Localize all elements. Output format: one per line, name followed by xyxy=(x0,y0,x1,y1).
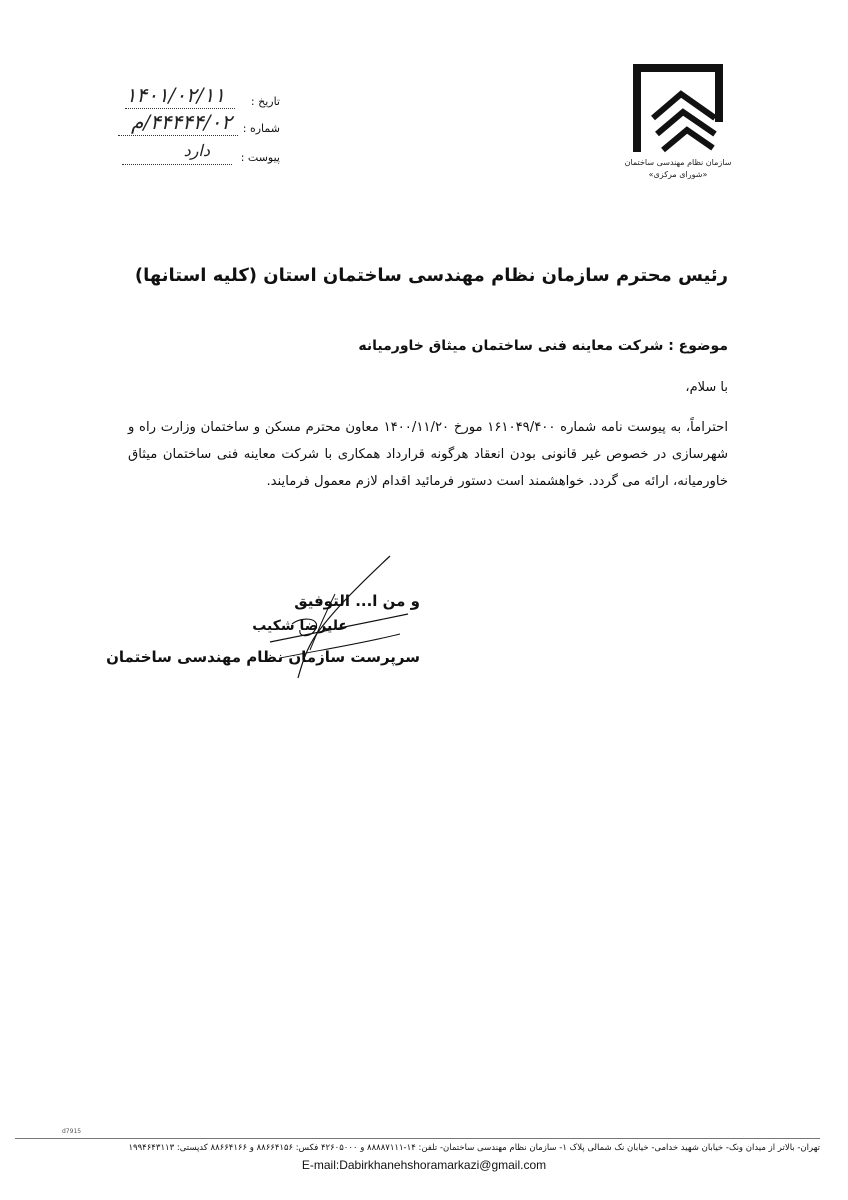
organization-logo xyxy=(618,60,738,185)
signatory-name: علیرضا شکیب xyxy=(252,618,348,634)
footer-address: تهران- بالاتر از میدان ونک- خیابان شهید خدامی- خیابان نک شمالی پلاک ۱- سازمان نظام مهندسی ساختمان- تلفن: ۱۴-۸۸۸۸۷۱۱۱ و ۴۲۶۰۵۰۰۰ فکس: ۸۸۶۶۴۱۵۶ و ۸۸۶۶۴۱۶۶ کدپستی: ۱۹۹۴۶۴۳۱۱۳ xyxy=(128,1143,820,1153)
recipient-line: رئیس محترم سازمان نظام مهندسی ساختمان استان (کلیه استانها) xyxy=(134,265,728,286)
organization-name: سازمان نظام مهندسی ساختمان xyxy=(624,158,732,167)
date-value: ۱۴۰۱/۰۲/۱۱ xyxy=(125,83,225,107)
signature-block xyxy=(106,592,420,678)
organization-subtitle: «شورای مرکزی» xyxy=(648,170,708,179)
letter-body: احتراماً، به پیوست نامه شماره ۱۶۱۰۴۹/۴۰۰ مورخ ۱۴۰۰/۱۱/۲۰ معاون محترم مسکن و ساختمان وزارت راه و شهرسازی در خصوص غیر قانونی بودن انعقاد هرگونه قرارداد همکاری با شرکت معاینه فنی ساختمان میثاق خاورمیانه، ارائه می گردد. خواهشمند است دستور فرمائید اقدام لازم معمول فرمایند. xyxy=(128,420,728,489)
number-row xyxy=(95,110,280,138)
number-label: شماره : xyxy=(242,122,280,135)
signatory-title: سرپرست سازمان نظام مهندسی ساختمان xyxy=(106,648,420,666)
greeting: با سلام، xyxy=(685,380,728,395)
document-code: d7915 xyxy=(62,1128,82,1135)
letter-reference xyxy=(95,85,280,175)
building-emblem-icon xyxy=(633,60,723,155)
footer-email: E-mail:Dabirkhanehshoramarkazi@gmail.com xyxy=(301,1158,547,1172)
closing-phrase: و من ا... التوفیق xyxy=(294,592,420,610)
number-value: ۴۴۴۴۴/۰۲/م xyxy=(130,110,232,134)
attachment-row xyxy=(110,141,280,167)
date-label: تاریخ : xyxy=(250,95,280,108)
footer-divider xyxy=(15,1138,820,1139)
attachment-value: دارد xyxy=(183,141,210,160)
subject-line: موضوع : شرکت معاینه فنی ساختمان میثاق خاورمیانه xyxy=(358,338,728,354)
handwritten-signature xyxy=(240,554,410,684)
date-row xyxy=(110,83,280,111)
attachment-label: پیوست : xyxy=(240,151,280,164)
